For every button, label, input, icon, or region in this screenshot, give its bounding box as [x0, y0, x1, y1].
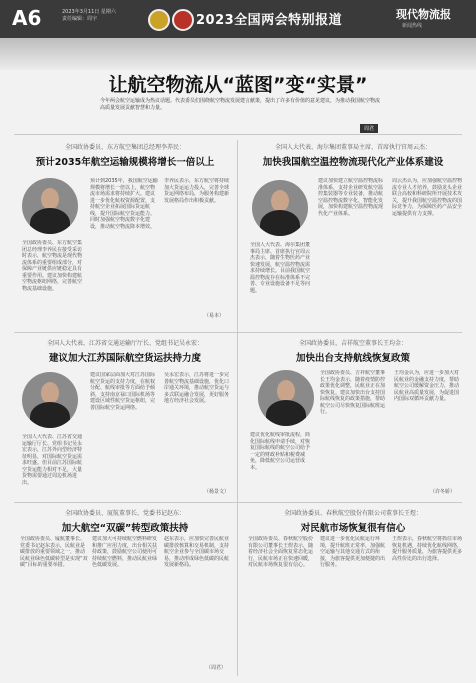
article-headline: 对民航市场恢复很有信心: [300, 523, 406, 534]
hall-photo-banner: [0, 38, 476, 70]
newspaper-masthead: 现代物流报: [396, 8, 451, 21]
article-body: 预计到2035年，我国航空运输规模将增长一倍以上，航空物流市场需求将持续扩大。建议进一步优化航权资源配置，支持航空企业拓展国际货运航线，提升国际航空货运能力。同时加强航空物流数字化建设，推动航空物流降本增效。: [90, 178, 158, 230]
article-body: 建议加快建立航空温控物流标准体系，支持企业研发航空温控集装器等专业装备，推动航空温控物流数字化、智能化发展，加快构建航空温控物流现代化产业体系。: [318, 178, 384, 217]
section-divider: [14, 502, 462, 503]
speaker-portrait: [252, 180, 308, 236]
article-headline: 加快出台支持航线恢复政策: [295, 353, 410, 364]
article-body: 建议国家层面加大对江苏国际航空货运的支持力度，在航权分配、航线审批等方面给予倾斜，支持南京禄口国际机场等建设区域性航空货运枢纽，完善国际航空货运网络。: [90, 372, 156, 411]
article-headline: 建议加大江苏国际航空货运扶持力度: [48, 353, 201, 364]
article-body: 王煜表示，春秋航空将抓住市场恢复机遇，持续优化航线网络，提升服务质量，为旅客提供更多高性价比的出行选择。: [392, 536, 462, 562]
article-wang-junjin: [242, 338, 464, 364]
article-author: （杨景文）: [204, 489, 230, 495]
article-wu-yonghong: [14, 338, 236, 364]
issue-editor: 责任编辑：周宇: [62, 16, 98, 22]
article-wang-yu: [242, 508, 464, 534]
article-body: 建议加大可持续航空燃料研发和推广应用力度，出台相关扶持政策，鼓励航空公司使用可持续航空燃料，推动民航业绿色低碳发展。: [92, 536, 158, 568]
newspaper-hotline: 新闻热线: [402, 23, 423, 29]
section-divider: [14, 134, 462, 135]
article-body: 全国政协委员、春秋航空股份有限公司董事长王煜表示，随着经济社会全面恢复常态化运行，民航市场正在快速回暖，对民航市场恢复很有信心。: [248, 536, 314, 568]
cppcc-emblem-icon: [172, 9, 194, 31]
page-number: A6: [12, 6, 42, 30]
speaker-portrait: [22, 372, 78, 428]
article-body: 全国人大代表、海尔集团董事局主席、首席执行官周云杰表示，随着生物医药产业快速发展，航空温控物流需求持续增长。目前我国航空温控物流存在标准体系不完善、专业设施设备不足等问题。: [250, 242, 311, 294]
article-headline: 加大航空“双碳”转型政策扶持: [61, 523, 189, 534]
article-zhou-yunjie: [242, 142, 464, 168]
article-body: 李养民表示，东方航空将持续加大货运运力投入，完善全球货运网络布局，为服务构建新发展格局作出积极贡献。: [164, 178, 230, 204]
article-body: 全国政协委员、东方航空集团总经理李养民在接受采访时表示，航空物流是现代物流体系的重要组成部分，对保障产业链供应链稳定具有重要作用。建议加快构建航空物流枢纽网络，完善航空物流基础设施。: [22, 240, 83, 292]
special-report-title: 2023全国两会特别报道: [196, 13, 343, 28]
article-body: 吴永宏表示，江苏将进一步完善航空物流基础设施，优化口岸通关环境，推动航空货运与多式联运融合发展，更好服务地方经济社会发展。: [164, 372, 230, 404]
issue-date: 2023年3月11日 星期六: [62, 9, 116, 15]
article-author: （易本）: [204, 313, 225, 319]
article-body: 王均金认为，应进一步加大对民航业的金融支持力度，帮助航空公司缓解资金压力，推动民航业高质量发展，为促进国内国际双循环贡献力量。: [394, 370, 460, 402]
article-body: 全国人大代表、江苏省交通运输厅厅长、党组书记吴永宏表示，江苏外向型经济特征明显，对国际航空货运需求旺盛。但目前江苏国际航空货运能力相对不足，大量货物需要通过周边机场进出。: [22, 434, 83, 486]
article-body: 全国政协委员、厦航董事长、党委书记赵东表示，民航业是碳排放的重要领域之一，推动民航业绿色低碳转型是实现“双碳”目标的重要举措。: [20, 536, 88, 568]
speaker-role: 全国政协委员、春秋航空股份有限公司董事长王煜：: [283, 510, 422, 517]
reporter-badge: 周君: [360, 124, 378, 133]
speaker-portrait: [258, 370, 314, 426]
article-body: 周云杰认为，应加强航空温控物流专业人才培养，鼓励龙头企业联合高校和科研院所开展技术攻关，提升我国航空温控物流的国际竞争力，为保障医药产品安全运输提供有力支撑。: [392, 178, 462, 217]
article-body: 全国政协委员、吉祥航空董事长王均金表示，随着疫情防控政策优化调整，民航业正在加快恢复。建议加快出台支持国际航线恢复的政策措施，帮助航空公司尽快恢复国际航班运行。: [320, 370, 386, 415]
speaker-role: 全国政协委员、厦航董事长、党委书记赵东：: [64, 510, 185, 517]
issue-meta: [62, 9, 116, 23]
speaker-portrait: [22, 178, 78, 234]
main-headline: 让航空物流从“蓝图”变“实景”: [108, 74, 368, 96]
speaker-role: 全国政协委员、吉祥航空董事长王均金：: [298, 340, 407, 347]
national-emblem-icon: [148, 9, 170, 31]
article-headline: 预计2035年航空运输规模将增长一倍以上: [35, 157, 215, 168]
article-author: （周君）: [206, 665, 227, 671]
section-divider: [14, 332, 462, 333]
article-headline: 加快我国航空温控物流现代化产业体系建设: [262, 157, 444, 168]
intro-paragraph: 今年两会航空运输成为热议话题。代表委员们围绕航空物流发展建言献策，提出了许多有价值的意见建议，为推动我国航空物流高质量发展贡献智慧和力量。: [100, 98, 381, 111]
speaker-role: 全国人大代表、江苏省交通运输厅厅长、党组书记吴永宏：: [46, 340, 203, 347]
article-li-yangmin: [14, 142, 236, 168]
article-zhao-dong: [14, 508, 236, 534]
speaker-role: 全国政协委员、东方航空集团总经理李养民：: [64, 144, 185, 151]
article-body: 建议进一步优化民航运行环境，提升航班正常率，加强航空运输与其他交通方式的衔接，为旅客提供更加便捷的出行服务。: [320, 536, 386, 568]
article-author: （许冬娇）: [430, 489, 456, 495]
speaker-role: 全国人大代表、海尔集团董事局主席、首席执行官周云杰：: [274, 144, 431, 151]
article-body: 建议优化航线审批流程，简化国际航线申请手续，对恢复国际航线的航空公司给予一定的财政补贴和税费减免，降低航空公司运营成本。: [250, 432, 311, 471]
article-body: 赵东表示，应加快完善民航业碳排放核算和交易机制，支持航空企业参与全国碳市场交易，推动形成绿色低碳的民航发展新格局。: [164, 536, 230, 568]
column-divider: [237, 140, 238, 676]
